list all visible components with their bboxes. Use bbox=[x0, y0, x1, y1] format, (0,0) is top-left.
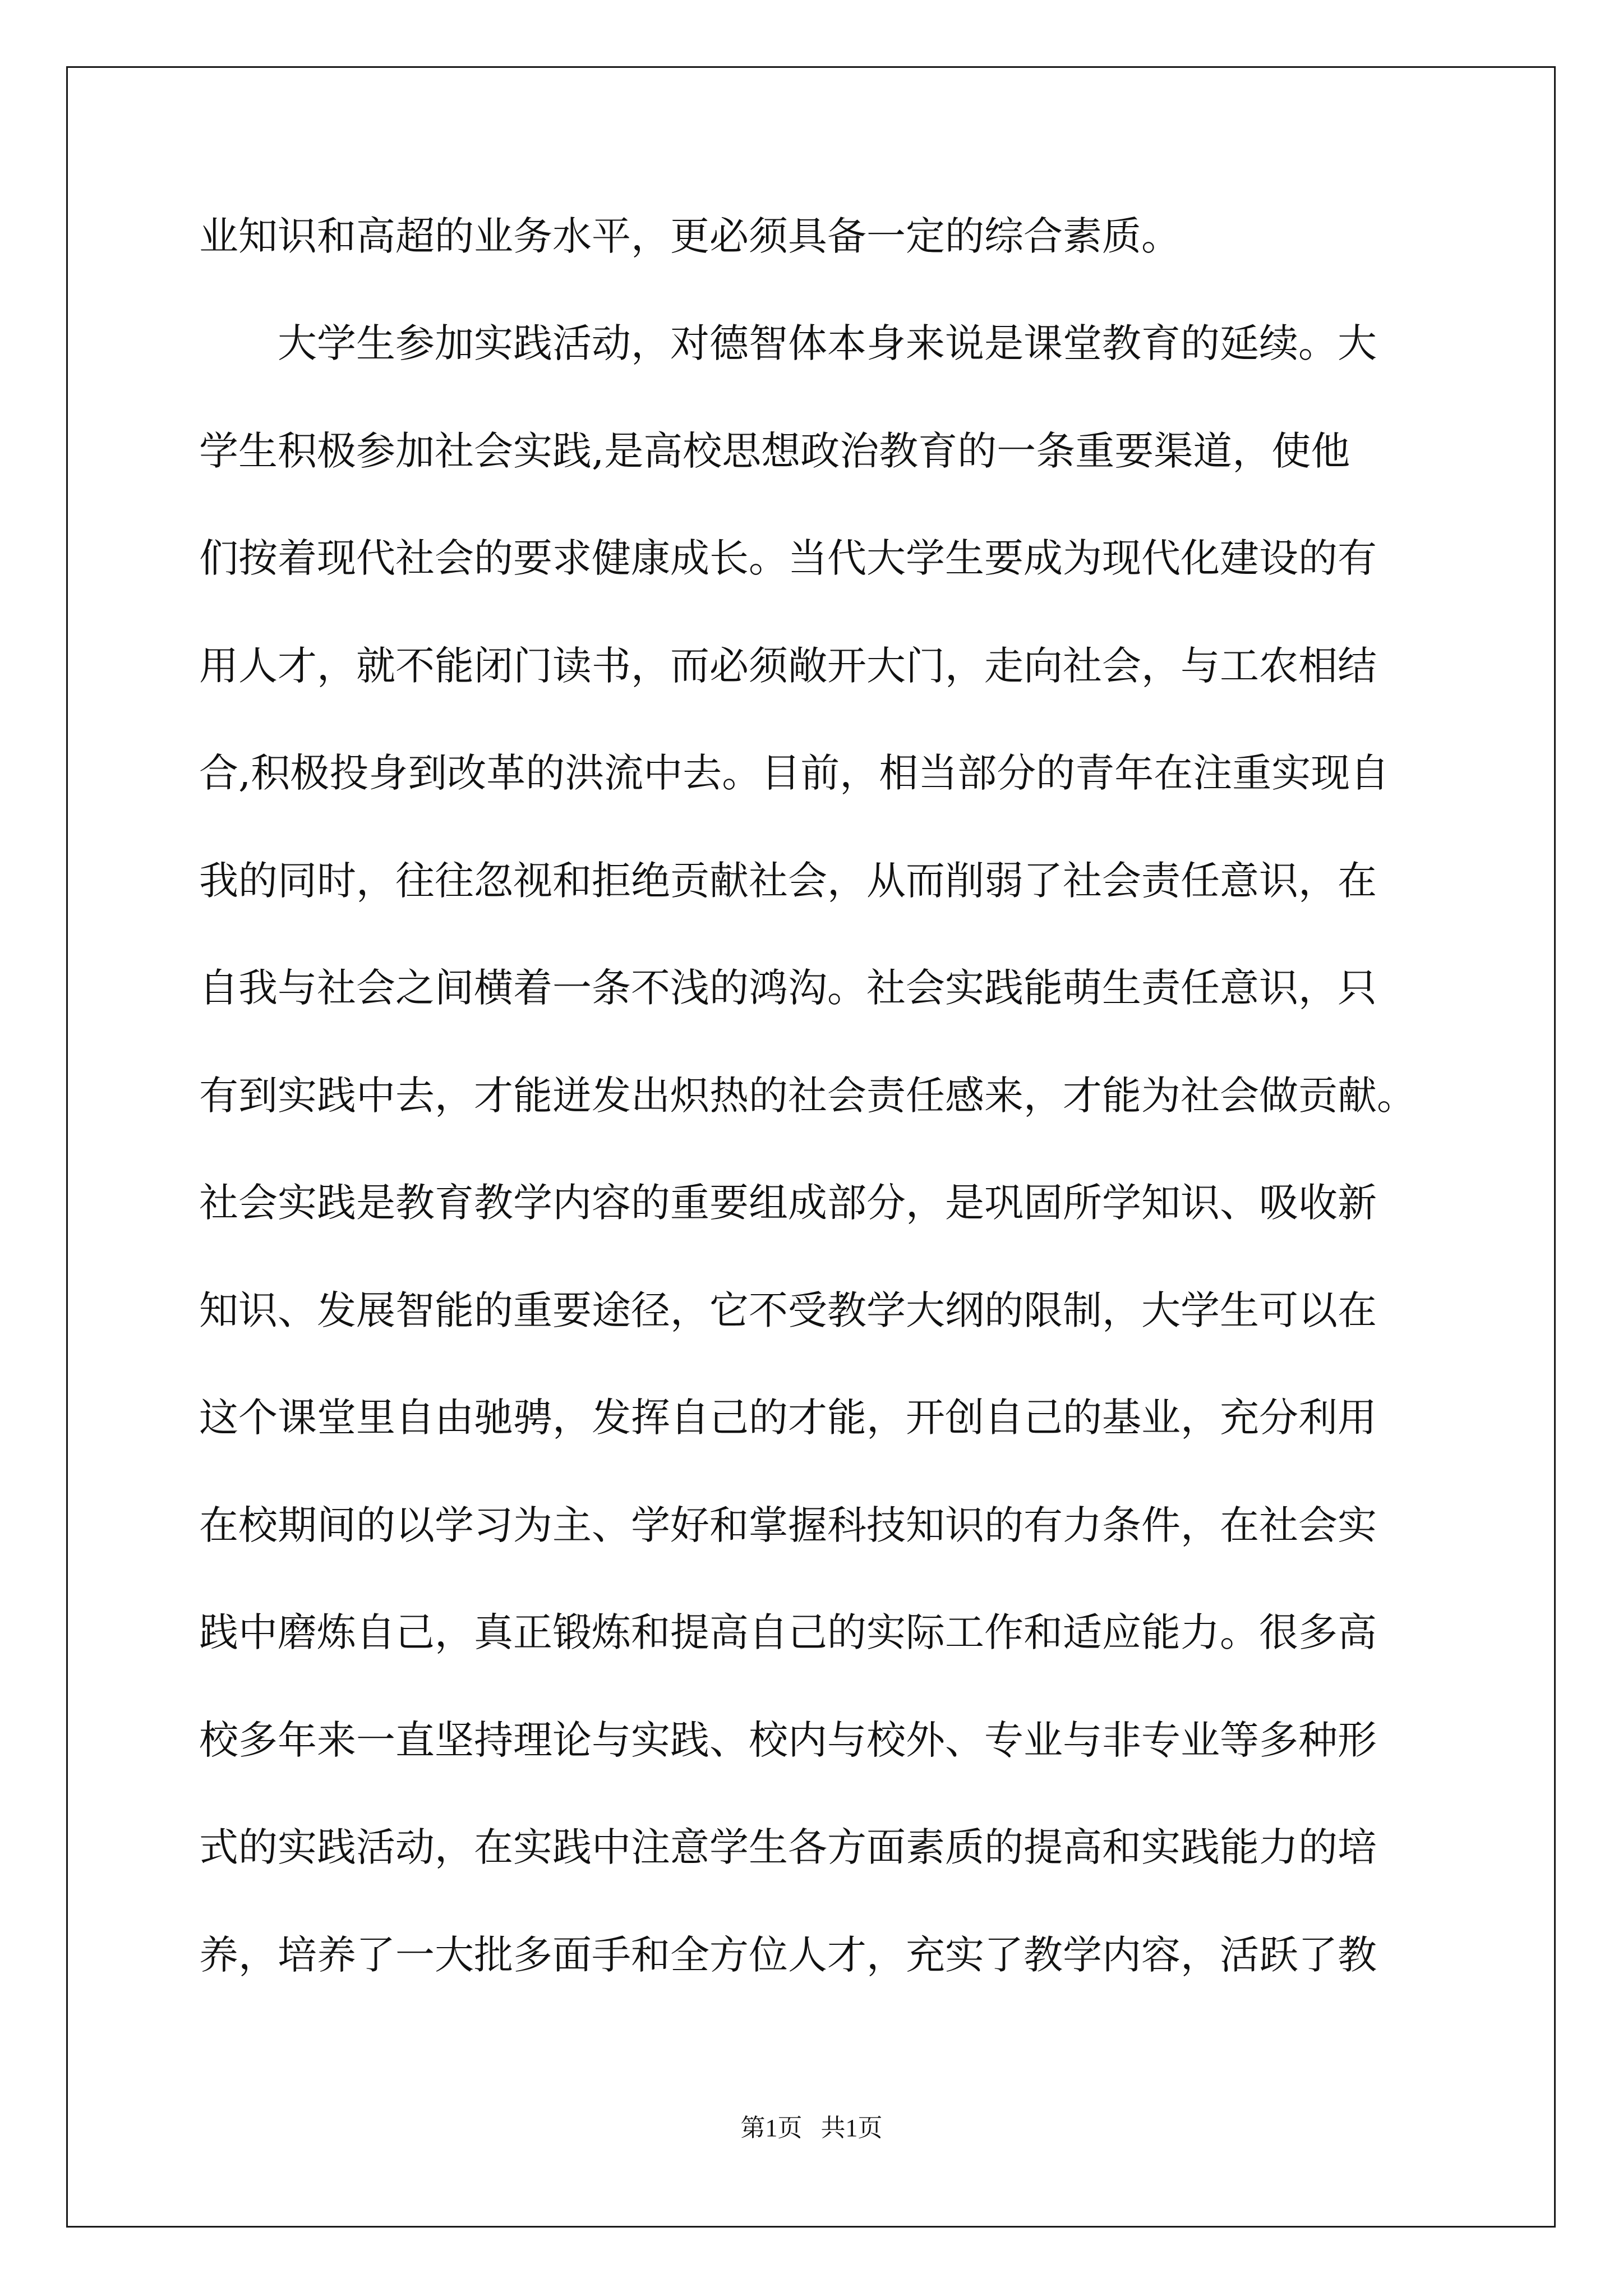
body-text-line: 学生积极参加社会实践,是高校思想政治教育的一条重要渠道，使他 bbox=[199, 428, 1350, 474]
body-text-line: 式的实践活动，在实践中注意学生各方面素质的提高和实践能力的培 bbox=[199, 1824, 1377, 1870]
body-text-line: 养，培养了一大批多面手和全方位人才，充实了教学内容，活跃了教 bbox=[199, 1932, 1377, 1978]
body-text-line: 业知识和高超的业务水平，更必须具备一定的综合素质。 bbox=[199, 213, 1181, 259]
body-text-line: 践中磨炼自己，真正锻炼和提高自己的实际工作和适应能力。很多高 bbox=[199, 1609, 1377, 1655]
paragraph-first-line: 大学生参加实践活动，对德智体本身来说是课堂教育的延续。大 bbox=[278, 320, 1377, 366]
body-text-line: 知识、发展智能的重要途径，它不受教学大纲的限制，大学生可以在 bbox=[199, 1287, 1377, 1333]
body-text-line: 自我与社会之间横着一条不浅的鸿沟。社会实践能萌生责任意识，只 bbox=[199, 965, 1377, 1011]
body-text-line: 这个课堂里自由驰骋，发挥自己的才能，开创自己的基业，充分利用 bbox=[199, 1395, 1377, 1441]
body-text-line: 们按着现代社会的要求健康成长。当代大学生要成为现代化建设的有 bbox=[199, 535, 1377, 581]
body-text-line: 我的同时，往往忽视和拒绝贡献社会，从而削弱了社会责任意识，在 bbox=[199, 858, 1377, 904]
body-text-line: 合,积极投身到改革的洪流中去。目前，相当部分的青年在注重实现自 bbox=[199, 750, 1390, 796]
body-text-line: 有到实践中去，才能迸发出炽热的社会责任感来，才能为社会做贡献。 bbox=[199, 1073, 1416, 1119]
page-number-footer: 第1页 共1页 bbox=[740, 2114, 883, 2142]
page-border bbox=[66, 66, 1556, 2228]
body-text-line: 校多年来一直坚持理论与实践、校内与校外、专业与非专业等多种形 bbox=[199, 1717, 1377, 1763]
body-text-line: 用人才，就不能闭门读书，而必须敞开大门，走向社会，与工农相结 bbox=[199, 643, 1377, 689]
body-text-line: 在校期间的以学习为主、学好和掌握科技知识的有力条件，在社会实 bbox=[199, 1502, 1377, 1548]
body-text-line: 社会实践是教育教学内容的重要组成部分，是巩固所学知识、吸收新 bbox=[199, 1180, 1377, 1226]
